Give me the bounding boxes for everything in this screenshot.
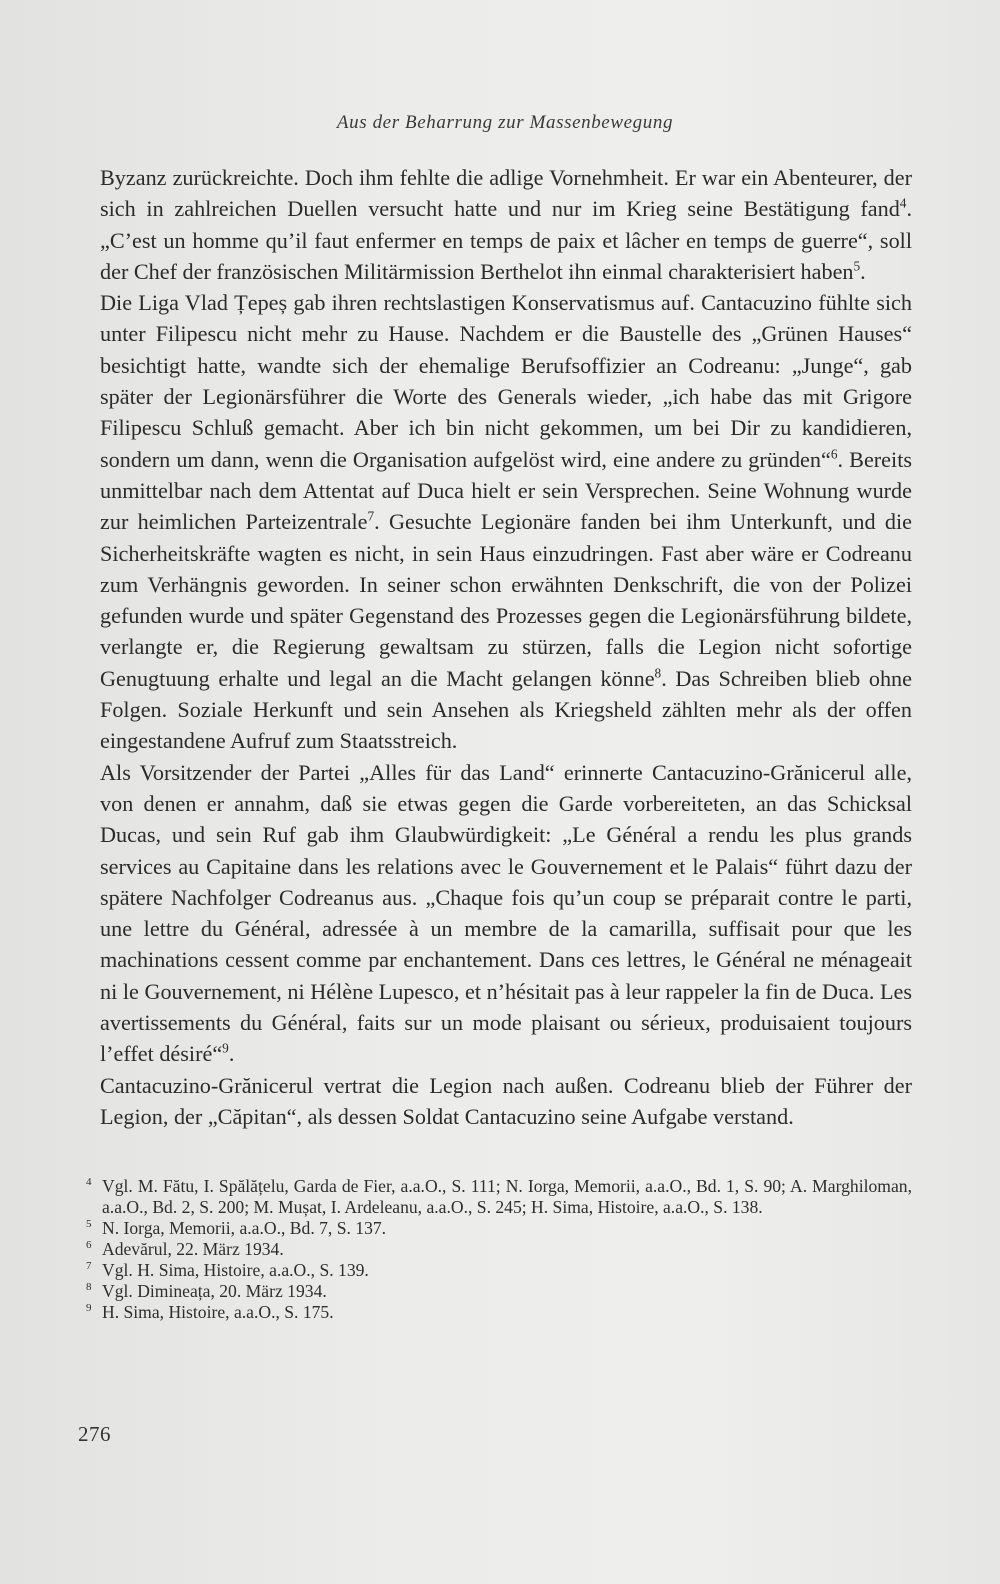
body-text xyxy=(100,162,912,1132)
footnote xyxy=(86,1302,912,1323)
text-run: Byzanz zurückreichte. Doch ihm fehlte die adlige Vornehmheit. Er war ein Abenteurer, der sich in zahlreichen Duellen versucht hatte und nur im Krieg seine Bestätigung fand xyxy=(100,165,912,222)
footnote-ref: 8 xyxy=(654,665,662,681)
footnote xyxy=(86,1176,912,1218)
page-number: 276 xyxy=(78,1422,111,1446)
text-run: Cantacuzino-Grănicerul vertrat die Legion nach außen. Codreanu blieb der Führer der Legion, der „Căpitan“, als dessen Soldat Cantacuzino seine Aufgabe verstand. xyxy=(100,1072,912,1129)
text-run: . xyxy=(228,1041,235,1067)
footnote-ref: 5 xyxy=(853,258,861,274)
footnote-number: 8 xyxy=(86,1281,92,1293)
footnote-number: 9 xyxy=(86,1302,92,1314)
footnote-text: N. Iorga, Memorii, a.a.O., Bd. 7, S. 137. xyxy=(102,1218,387,1238)
footnote-text: Vgl. H. Sima, Histoire, a.a.O., S. 139. xyxy=(102,1260,369,1280)
footnote xyxy=(86,1218,912,1239)
footnote xyxy=(86,1239,912,1260)
text-run: Die Liga Vlad Țepeș gab ihren rechtslastigen Konservatismus auf. Cantacuzino fühlte sich unter Filipescu nicht mehr zu Hause. Nachdem er die Baustelle des „Grünen Hauses“ besichtigt hatte, wandte sich der ehemalige Berufsoffizier an Codreanu: „Junge“, gab später der Legionärsführer die Worte des Generals wieder, „ich habe das mit Grigore Filipescu Schluß gemacht. Aber ich bin nicht gekommen, um bei Dir zu kandidieren, sondern um dann, wenn die Organisation aufgelöst wird, eine andere zu gründen“ xyxy=(100,290,912,472)
text-run: . xyxy=(860,258,866,284)
running-head: Aus der Beharrung zur Massenbewegung xyxy=(336,112,674,133)
text-run: . Bereits unmittelbar nach dem Attentat auf Duca hielt er sein Versprechen. Seine Wohnung wurde zur heimlichen Parteizentrale xyxy=(100,446,912,535)
text-run: . Das Schreiben blieb ohne Folgen. Soziale Herkunft und sein Ansehen als Kriegsheld zählten mehr als der offen eingestandene Aufruf zum Staatsstreich. xyxy=(100,665,912,754)
footnote-text: Vgl. M. Fătu, I. Spălățelu, Garda de Fier, a.a.O., S. 111; N. Iorga, Memorii, a.a.O., Bd. 1, S. 90; A. Marghiloman, a.a.O., Bd. 2, S. 200; M. Mușat, I. Ardeleanu, a.a.O., S. 245; H. Sima, Histoire, a.a.O., S. 138. xyxy=(102,1176,912,1217)
footnote-number: 7 xyxy=(86,1260,92,1272)
paragraph xyxy=(100,162,912,287)
footnote xyxy=(86,1260,912,1281)
text-run: . Gesuchte Legionäre fanden bei ihm Unterkunft, und die Sicherheitskräfte wagten es nicht, in sein Haus einzudringen. Fast aber wäre er Codreanu zum Verhängnis geworden. In seiner schon erwähnten Denkschrift, die von der Polizei gefunden wurde und später Gegenstand des Prozesses gegen die Legionärsführung bildete, verlangte er, die Regierung gewaltsam zu stürzen, falls die Legion nicht sofortige Genugtuung erhalte und legal an die Macht gelangen könne xyxy=(100,509,912,691)
footnote xyxy=(86,1281,912,1302)
text-run: Als Vorsitzender der Partei „Alles für das Land“ erinnerte Cantacuzino-Grănicerul alle, von denen er annahm, daß sie etwas gegen die Garde vorbereiteten, an das Schicksal Ducas, und sein Ruf gab ihm Glaubwürdigkeit: „Le Général a rendu les plus grands services au Capitaine dans les relations avec le Gouvernement et le Palais“ führt dazu der spätere Nachfolger Codreanus aus. „Chaque fois qu’un coup se préparait contre le parti, une lettre du Général, adressée à un membre de la camarilla, suffisait pour que les machinations cessent comme par enchantement. Dans ces lettres, le Général ne ménageait ni le Gouvernement, ni Hélène Lupesco, et n’hésitait pas à leur rappeler la fin de Duca. Les avertissements du Général, faits sur un mode plaisant ou sérieux, produisaient toujours l’effet désiré“ xyxy=(100,759,912,1067)
text-run: . „C’est un homme qu’il faut enfermer en temps de paix et lâcher en temps de guerre“, soll der Chef der französischen Militärmission Berthelot ihn einmal charakterisiert haben xyxy=(100,196,912,284)
footnote-ref: 4 xyxy=(899,195,907,211)
footnote-number: 4 xyxy=(86,1176,92,1188)
footnote-text: Adevărul, 22. März 1934. xyxy=(102,1239,284,1259)
paragraph xyxy=(100,287,912,756)
footnotes xyxy=(86,1176,912,1323)
paragraph xyxy=(100,1070,912,1133)
footnote-number: 6 xyxy=(86,1239,92,1251)
paragraph xyxy=(100,757,912,1070)
footnote-number: 5 xyxy=(86,1218,92,1230)
footnote-ref: 7 xyxy=(367,508,375,524)
footnote-text: Vgl. Dimineața, 20. März 1934. xyxy=(102,1281,327,1301)
footnote-ref: 9 xyxy=(222,1040,229,1056)
footnote-text: H. Sima, Histoire, a.a.O., S. 175. xyxy=(102,1302,334,1322)
footnote-ref: 6 xyxy=(830,446,838,462)
